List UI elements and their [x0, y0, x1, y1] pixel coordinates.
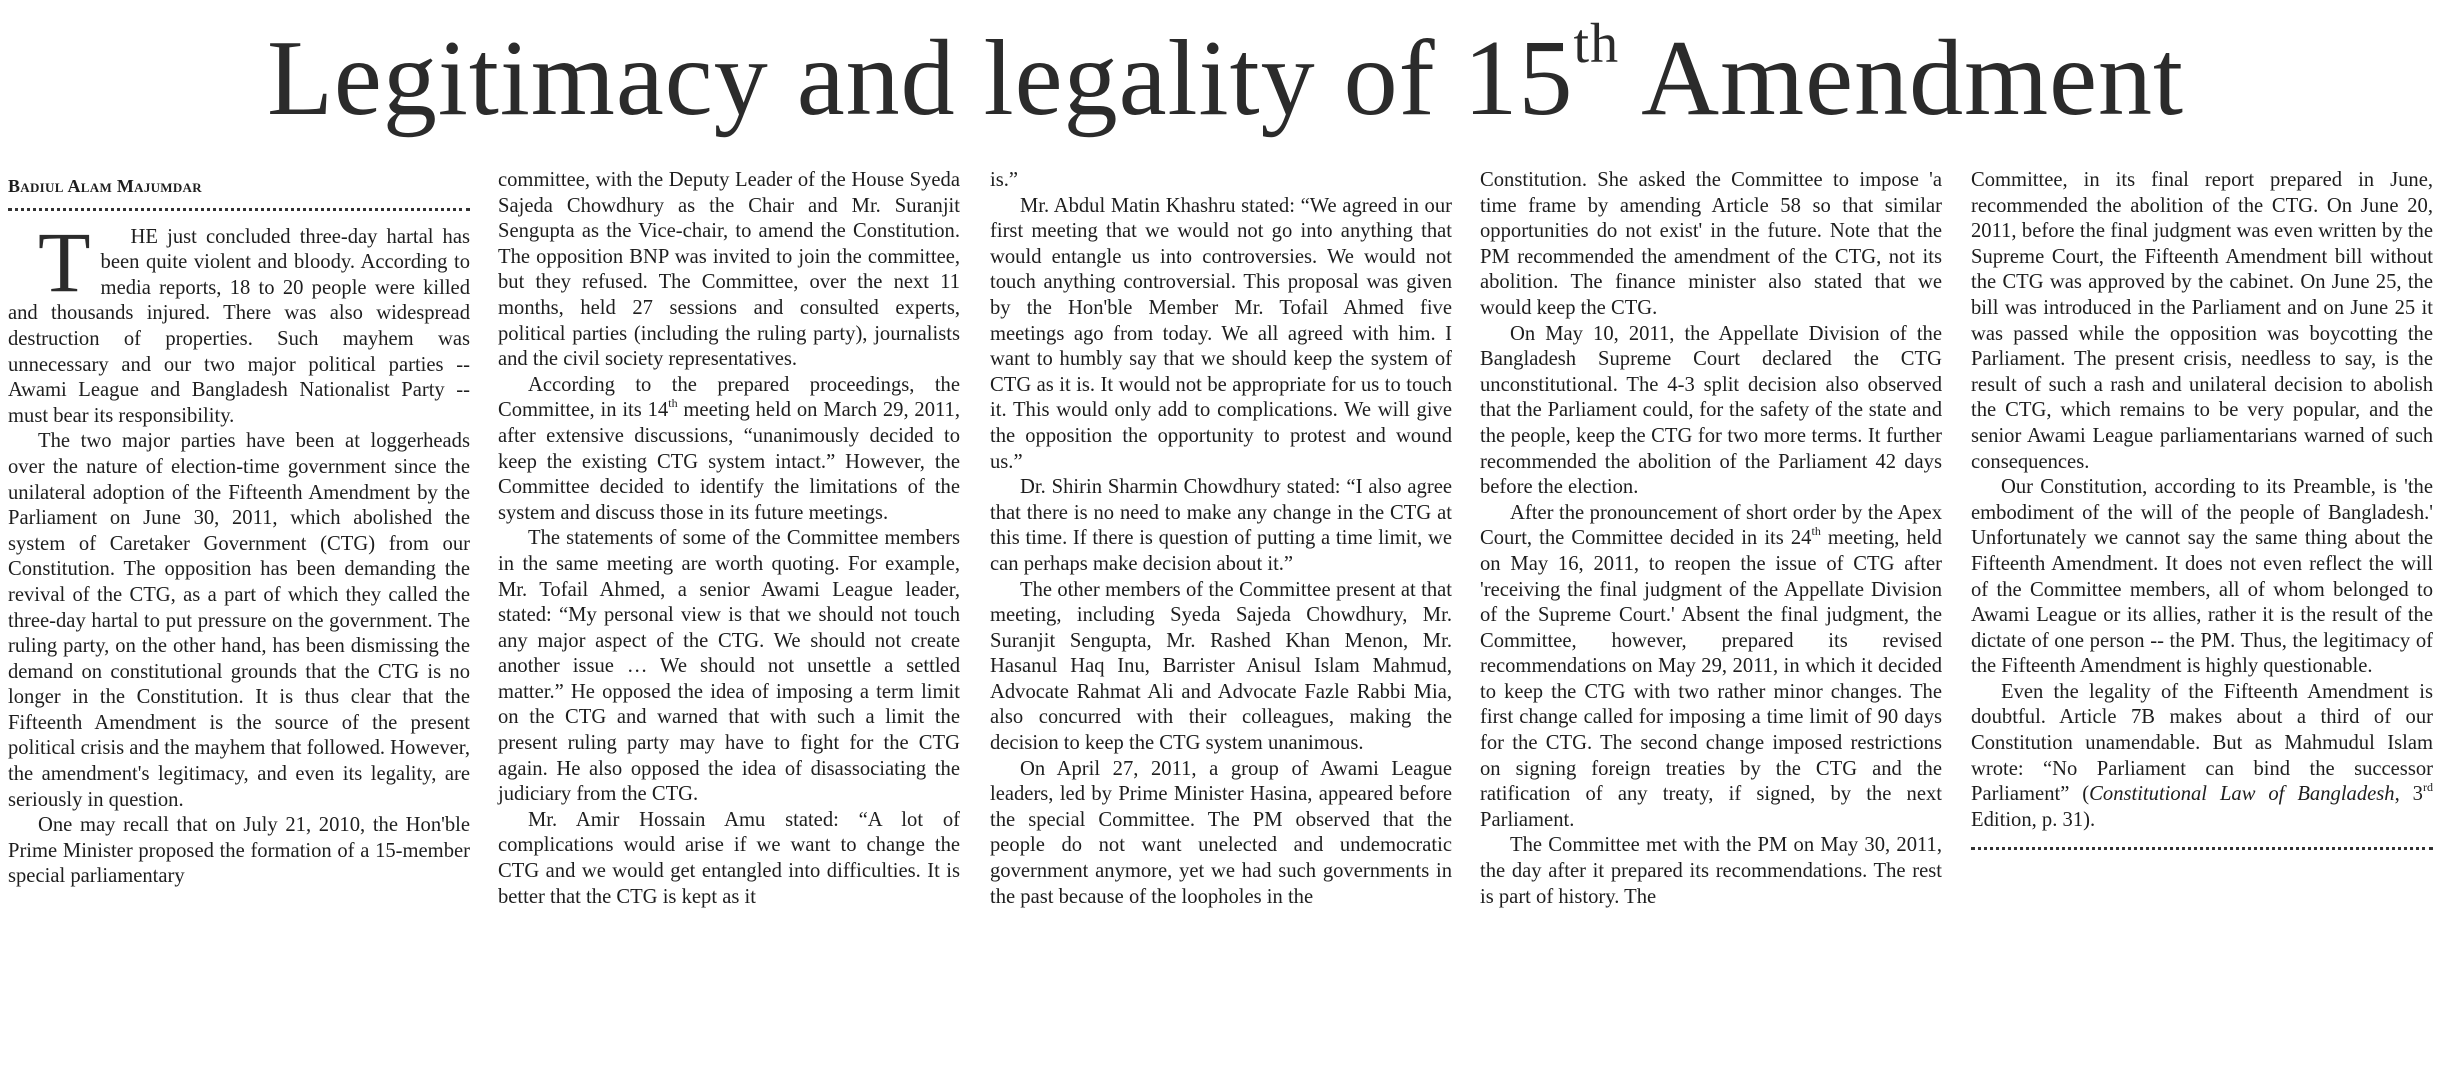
paragraph-6-continued: is.” — [990, 169, 1019, 191]
paragraph-3-continued: committee, with the Deputy Leader of the House Syeda Sajeda Chowdhury as the Chair and Mr. Suranjit Sengupta as the Vice-chair, to amend the Constitution. The opposition BNP was invited to join the committee, but they refused. The Committee, over the next 11 months, held 27 sessions and consulted experts, political parties (including the ruling party), journalists and the civil society representatives. — [498, 169, 960, 371]
paragraph-4-text-b: meeting held on March 29, 2011, after extensive discussions, “unanimously decided to keep the existing CTG system intact.” However, the Committee decided to identify the limitations of the system and discuss those in its future meetings. — [498, 399, 960, 524]
paragraph-10-continued: Constitution. She asked the Committee to impose 'a time frame by amending Article 58 so that similar opportunities do not exist' in the future. Note that the PM recommended the amendment of the CTG, not its abolition. The finance minister also stated that we would keep the CTG. — [1480, 169, 1942, 319]
paragraph-12-text-a: After the pronouncement of short order by the Apex Court, the Committee decided in its 24 — [1480, 501, 1942, 550]
headline — [0, 14, 2451, 144]
paragraph-7: Mr. Abdul Matin Khashru stated: “We agreed in our first meeting that we would not go into anything that would entangle us into controversies. We would not touch anything controversial. This proposal was given by the Hon'ble Member Mr. Tofail Ahmed five meetings ago from today. We all agreed with him. I want to humbly say that we should keep the system of CTG as it is. It would not be appropriate for us to touch it. This would only add to complications. We will give the opposition the opportunity to protest and wound us.” — [990, 194, 1452, 473]
paragraph-13-start: The Committee met with the PM on May 30, 2011, the day after it prepared its recommendations. The rest is part of history. The — [1480, 834, 1942, 908]
paragraph-4-text-a: According to the prepared proceedings, the Committee, in its 14 — [498, 373, 960, 422]
paragraph-8: Dr. Shirin Sharmin Chowdhury stated: “I also agree that there is no need to make any change in the CTG at this time. If there is question of putting a time limit, we can perhaps make decision about it.” — [990, 476, 1452, 575]
book-title: Constitutional Law of Bangladesh — [2089, 783, 2395, 806]
drop-cap: T — [38, 213, 91, 310]
paragraph-2: The two major parties have been at loggerheads over the nature of election-time government since the unilateral adoption of the Fifteenth Amendment by the Parliament on June 30, 2011, which abolished the system of Caretaker Government (CTG) from our Constitution. The opposition has been demanding the revival of the CTG, as a part of which they called the three-day hartal to put pressure on the government. The ruling party, on the other hand, has been dismissing the demand on constitutional grounds that the CTG is no longer in the Constitution. It is thus clear that the Fifteenth Amendment is the source of the present political crisis and the mayhem that followed. However, the amendment's legitimacy, and even its legality, are seriously in question. — [8, 430, 470, 811]
paragraph-15-text-c: Edition, p. 31). — [1971, 808, 2096, 831]
paragraph-12-text-b: meeting, held on May 16, 2011, to reopen the issue of CTG after 'receiving the final judgment of the Appellate Division of the Supreme Court.' Absent the final judgment, the Committee, however, prepared its revised recommendations on May 29, 2011, in which it decided to keep the CTG with two rather minor changes. The first change called for imposing a time limit of 90 days for the CTG. The second change imposed restrictions on signing foreign treaties by the CTG and the ratification of any treaty, if signed, by the next Parliament. — [1480, 527, 1942, 831]
paragraph-15 — [1971, 680, 2433, 834]
paragraph-10-start: On April 27, 2011, a group of Awami League leaders, led by Prime Minister Hasina, appeared before the special Committee. The PM observed that the people do not want unelected and undemocratic government anymore, yet we had such governments in the past because of the loopholes in the — [990, 757, 1452, 908]
column-5 — [1971, 168, 2433, 850]
paragraph-1-text: HE just concluded three-day hartal has been quite violent and bloody. According to media reports, 18 to 20 people were killed and thousands injured. There was also widespread destruction of properties. Such mayhem was unnecessary and our two major political parties -- Awami League and Bangladesh Nationalist Party -- must bear its responsibility. — [8, 225, 470, 427]
column-4 — [1480, 168, 1942, 910]
paragraph-9: The other members of the Committee present at that meeting, including Syeda Sajeda Chowdhury, Mr. Suranjit Sengupta, Mr. Rashed Khan Menon, Mr. Hasanul Haq Inu, Barrister Anisul Islam Mahmud, Advocate Rahmat Ali and Advocate Fazle Rabbi Mia, also concurred with their colleagues, making the decision to keep the CTG system unanimous. — [990, 578, 1452, 755]
byline: Badiul Alam Majumdar — [8, 176, 202, 196]
headline-tail: Amendment — [1619, 19, 2185, 138]
paragraph-4 — [498, 373, 960, 527]
paragraph-6-start: Mr. Amir Hossain Amu stated: “A lot of complications would arise if we want to change the CTG and we would get entangled into difficulties. It is better that the CTG is kept as it — [498, 808, 960, 908]
paragraph-15-superscript: rd — [2422, 780, 2433, 795]
column-3 — [990, 168, 1452, 910]
headline-main: Legitimacy and legality of 15 — [266, 19, 1574, 138]
paragraph-13-continued: Committee, in its final report prepared in June, recommended the abolition of the CTG. On June 20, 2011, before the final judgment was even written by the Supreme Court, the Fifteenth Amendment bill without the CTG was approved by the cabinet. On June 25, the bill was introduced in the Parliament and on June 25 it was passed while the opposition was boycotting the Parliament. The present crisis, needless to say, is the result of such a rash and unilateral decision to abolish the CTG, which remains to be very popular, and the senior Awami League parliamentarians warned of such consequences. — [1971, 169, 2433, 473]
paragraph-14: Our Constitution, according to its Preamble, is 'the embodiment of the will of the people of Bangladesh.' Unfortunately we cannot say the same thing about the Fifteenth Amendment. It does not even reflect the will of the Committee members, all of whom belonged to Awami League or its allies, rather it is the result of the dictate of one person -- the PM. Thus, the legitimacy of the Fifteenth Amendment is highly questionable. — [1971, 476, 2433, 678]
headline-superscript: th — [1573, 13, 1620, 75]
paragraph-12-superscript: th — [1811, 524, 1821, 539]
paragraph-1 — [8, 213, 470, 430]
paragraph-3-start: One may recall that on July 21, 2010, the Hon'ble Prime Minister proposed the formation of a 15-member special parliamentary — [8, 814, 470, 888]
paragraph-12 — [1480, 501, 1942, 834]
paragraph-15-text-a: Even the legality of the Fifteenth Amendment is doubtful. Article 7B makes about a third of our Constitution unamendable. But as Mahmudul Islam wrote: “No Parliament can bind the successor Parliament” ( — [1971, 680, 2433, 806]
paragraph-11: On May 10, 2011, the Appellate Division of the Bangladesh Supreme Court declared the CTG unconstitutional. The 4-3 split decision also observed that the Parliament could, for the safety of the state and the people, keep the CTG for two more terms. It further recommended the abolition of the Parliament 42 days before the election. — [1480, 322, 1942, 499]
paragraph-5: The statements of some of the Committee members in the same meeting are worth quoting. For example, Mr. Tofail Ahmed, a senior Awami League leader, stated: “My personal view is that we should not touch any major aspect of the CTG. We should not create another issue … We should not unsettle a settled matter.” He opposed the idea of imposing a term limit on the CTG and warned that with such a limit the present ruling party may have to fight for the CTG again. He also opposed the idea of disassociating the judiciary from the CTG. — [498, 527, 960, 806]
column-2 — [498, 168, 960, 910]
paragraph-15-text-b: , 3 — [2394, 783, 2423, 806]
end-divider — [1971, 847, 2433, 850]
column-1 — [8, 168, 470, 890]
paragraph-4-superscript: th — [668, 396, 678, 411]
byline-divider — [8, 208, 470, 211]
